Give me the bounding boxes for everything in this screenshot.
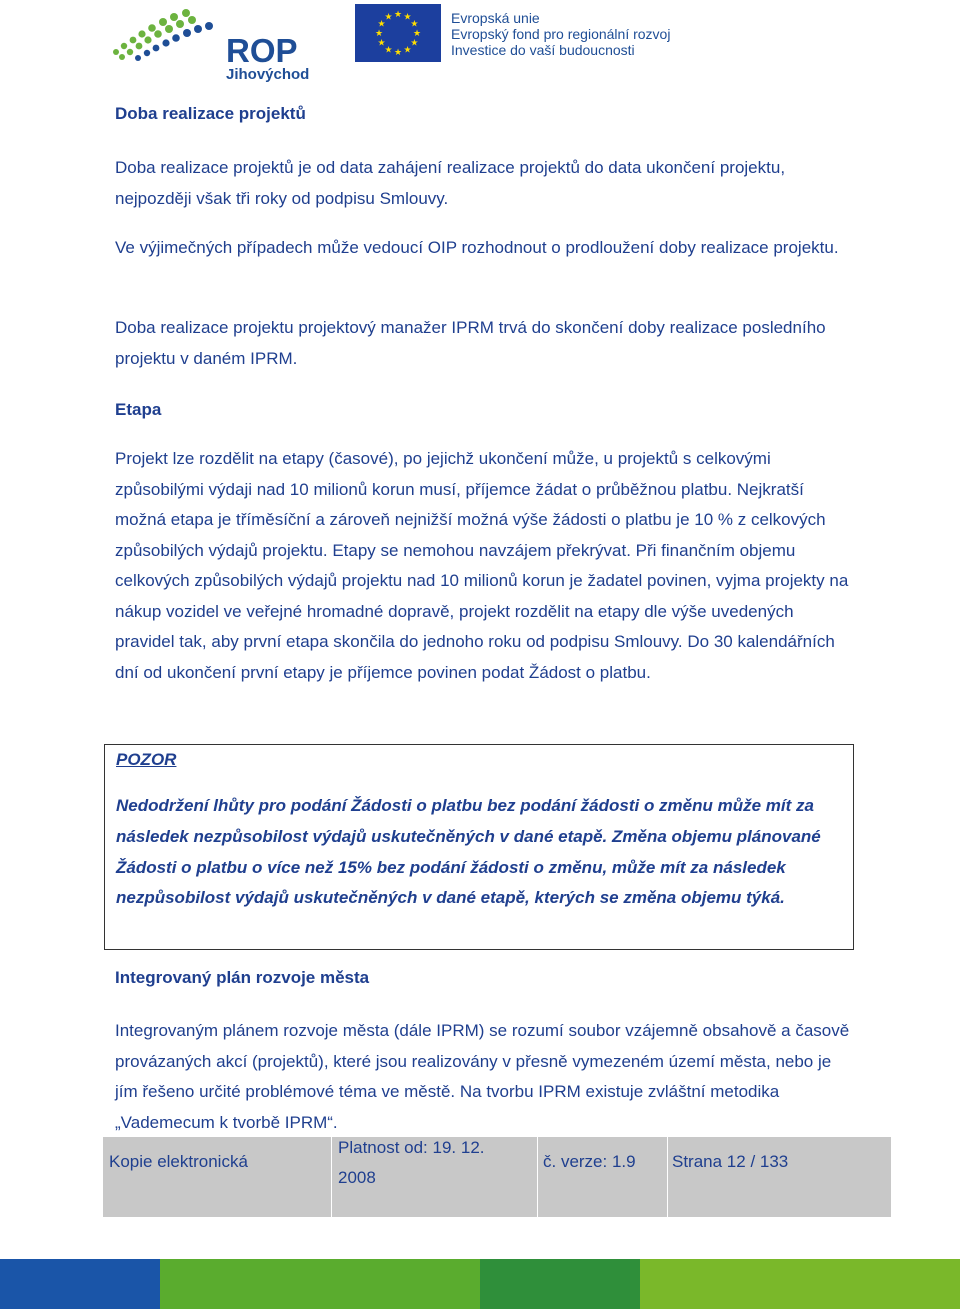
bottom-color-bar xyxy=(0,1259,960,1309)
eu-star-icon: ★ xyxy=(384,11,393,22)
footer-cell-validity xyxy=(332,1137,538,1217)
footer-valid-line-2: 2008 xyxy=(338,1168,376,1187)
rop-logo-subtitle: Jihovýchod xyxy=(226,66,310,83)
eu-star-icon: ★ xyxy=(384,44,393,55)
eu-line-2: Evropský fond pro regionální rozvoj xyxy=(451,26,671,42)
eu-star-icon: ★ xyxy=(410,37,419,48)
warning-text: Nedodržení lhůty pro podání Žádosti o platbu bez podání žádosti o změnu může mít za následek nezpůsobilost výdajů uskutečněných v dané etapě. Změna objemu plánované Žádosti o platbu o více než 15% bez podání žádosti o změnu, může mít za následek nezpůsobilost výdajů uskutečněných v dané etapě, kterých se změna objemu týká. xyxy=(116,796,821,908)
warning-box xyxy=(104,744,854,950)
bar-segment-1 xyxy=(0,1259,160,1309)
footer-page-number: Strana 12 / 133 xyxy=(672,1152,789,1171)
rop-logo-text: ROP xyxy=(226,32,298,69)
eu-star-icon: ★ xyxy=(393,9,403,19)
paragraph-etapa: Projekt lze rozdělit na etapy (časové), po jejichž ukončení může, u projektů s celkovými způsobilými výdaji nad 10 milionů korun musí, příjemce žádat o průběžnou platbu. Nejkratší možná etapa je tříměsíční a zároveň nejnižší možná výše žádosti o platbu je 10 % z celkových způsobilých výdajů projektu. Etapy se nemohou navzájem překrývat. Při finančním objemu celkových způsobilých výdajů projektu nad 10 milionů korun je žadatel povinen, vyjma projekty na nákup vozidel ve veřejné hromadné dopravě, projekt rozdělit na etapy dle výše uvedených pravidel tak, aby první etapa skončila do jednoho roku od podpisu Smlouvy. Do 30 kalendářních dní od ukončení první etapy je příjemce povinen podat Žádost o platbu. xyxy=(115,449,849,682)
eu-star-icon: ★ xyxy=(403,44,412,55)
eu-line-3: Investice do vaší budoucnosti xyxy=(451,42,635,58)
bar-segment-4 xyxy=(640,1259,960,1309)
footer-cell-copy xyxy=(103,1137,332,1217)
rop-dots-graphic xyxy=(108,2,223,62)
footer-copy-label: Kopie elektronická xyxy=(109,1152,248,1171)
page-header xyxy=(0,0,960,95)
eu-star-icon: ★ xyxy=(410,18,419,29)
bar-segment-3 xyxy=(480,1259,640,1309)
eu-star-icon: ★ xyxy=(393,47,403,57)
eu-star-icon: ★ xyxy=(377,18,386,29)
section-title-doba-realizace: Doba realizace projektů xyxy=(115,104,306,123)
footer-table xyxy=(103,1137,891,1217)
footer-valid-line-1: Platnost od: 19. 12. xyxy=(338,1138,485,1157)
footer-cell-page xyxy=(668,1137,891,1217)
paragraph-iprm: Integrovaným plánem rozvoje města (dále IPRM) se rozumí soubor vzájemně obsahově a časově provázaných akcí (projektů), které jsou realizovány v přesně vymezeném území města, nebo je jím řešeno určité problémové téma ve městě. Na tvorbu IPRM existuje zvláštní metodika „Vademecum k tvorbě IPRM“. xyxy=(115,1021,850,1132)
eu-logo xyxy=(355,4,695,64)
footer-cell-version xyxy=(538,1137,668,1217)
section-title-iprm: Integrovaný plán rozvoje města xyxy=(115,968,370,987)
warning-title: POZOR xyxy=(116,750,177,769)
eu-flag-icon xyxy=(355,4,441,62)
eu-line-1: Evropská unie xyxy=(451,10,540,26)
paragraph-doba-1: Doba realizace projektů je od data zahájení realizace projektů do data ukončení projektu, nejpozději však tři roky od podpisu Smlouvy. xyxy=(115,158,786,208)
section-title-etapa: Etapa xyxy=(115,400,162,419)
eu-star-icon: ★ xyxy=(412,28,422,38)
eu-star-icon: ★ xyxy=(403,11,412,22)
paragraph-doba-3: Doba realizace projektu projektový manažer IPRM trvá do skončení doby realizace posledního projektu v daném IPRM. xyxy=(115,318,826,368)
eu-caption xyxy=(451,10,670,58)
footer-version: č. verze: 1.9 xyxy=(543,1152,636,1171)
rop-logo xyxy=(108,2,318,86)
eu-star-icon: ★ xyxy=(377,37,386,48)
eu-star-icon: ★ xyxy=(374,28,384,38)
paragraph-doba-2: Ve výjimečných případech může vedoucí OIP rozhodnout o prodloužení doby realizace projektu. xyxy=(115,238,839,257)
bar-segment-2 xyxy=(160,1259,480,1309)
